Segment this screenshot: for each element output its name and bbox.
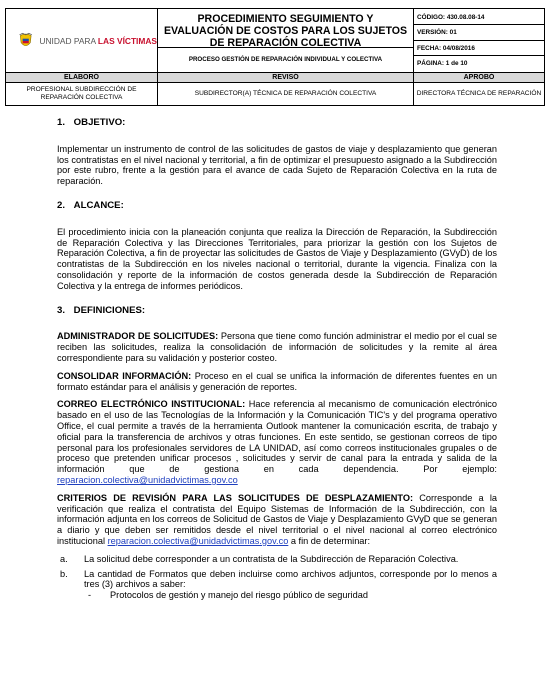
code-field: CÓDIGO: 430.08.08-14: [414, 10, 544, 26]
sub-list-item: - Protocolos de gestión y manejo del riesgo público de seguridad: [88, 590, 368, 601]
reviso-label: REVISÓ: [158, 73, 414, 83]
elaboro-label: ELABORÓ: [6, 73, 158, 83]
title-cell: [158, 9, 414, 73]
aprobo-value: DIRECTORA TÉCNICA DE REPARACIÓN: [414, 83, 545, 106]
version-field: VERSIÓN: 01: [414, 25, 544, 41]
definition-item: ADMINISTRADOR DE SOLICITUDES: Persona que tiene como función administrar el medio por el cual se reciben las solicitudes, realiza la consolidación de información de solicitudes y la remite al área correspondiente para su validación y posterior costeo.: [57, 331, 498, 363]
meta-cell: [414, 9, 545, 73]
process-name: PROCESO GESTIÓN DE REPARACIÓN INDIVIDUAL Y COLECTIVA: [188, 55, 383, 63]
section-heading-alcance: 2. ALCANCE:: [57, 199, 124, 211]
elaboro-value: PROFESIONAL SUBDIRECCIÓN DE REPARACIÓN COLECTIVA: [6, 83, 158, 106]
page-field: PÁGINA: 1 de 10: [417, 60, 468, 67]
definition-item: CONSOLIDAR INFORMACIÓN: Proceso en el cual se unifica la información de diferentes fuentes en un formato estándar para el análisis y generación de reportes.: [57, 370, 497, 392]
logo-cell: [6, 9, 158, 73]
document-title: PROCEDIMIENTO SEGUIMIENTO Y EVALUACIÓN DE COSTOS PARA LOS SUJETOS DE REPARACIÓN COLECTIVA: [158, 11, 413, 48]
alcance-text: El procedimiento inicia con la planeación conjunta que realiza la Dirección de Reparación, la Subdirección de Reparación Colectiva y las Direcciones Territoriales, para priorizar la gestión con los Sujetos de Reparación Colectiva, a fin de proyectar las solicitudes de Gastos de Viaje y Desplazamiento (GVyD) de los contratistas de la Subdirección en los niveles nacional o territorial, durante la vigencia. Finaliza con la consolidación y reporte de la información de costos generada desde la Subdirección de Reparación Colectiva y la entrega de informes periódicos.: [57, 226, 497, 291]
logo-text: UNIDAD PARA LAS VÍCTIMAS: [39, 35, 157, 46]
document-header-table: [5, 8, 545, 106]
aprobo-label: APROBÓ: [414, 73, 545, 83]
colombia-shield-icon: [18, 30, 33, 52]
definition-item: CORREO ELECTRÓNICO INSTITUCIONAL: Hace referencia al mecanismo de comunicación electrónico basado en el uso de las Tecnologías de la Información y la Comunicación TIC's y del programa operativo Office, el cual permite a través de la herramienta Outlook mantener la comunicación escrita, de trabajo y oficial para la transferencia de archivos y otras funciones. En este sentido, se gestionan correos de tipo personal para los profesionales servidores de LA UNIDAD, así como correos institucionales grupales o de proceso que pretenden unificar procesos , solicitudes y servir de canal para la entrada y salida de la información que de gestiona en cada dependencia. Por ejemplo: reparacion.colectiva@unidadvictimas.gov.co: [57, 399, 497, 485]
definition-item: CRITERIOS DE REVISIÓN PARA LAS SOLICITUDES DE DESPLAZAMIENTO: Corresponde a la verificación que realiza el contratista del Equipo Sistemas de Información de la Subdirección, con la información adjunta en los correos de Solicitud de Gastos de Viaje y Desplazamiento GVyD que se generan a diario y que deben ser remitidos desde el nivel territorial o el nivel nacional al correo electrónico institucional reparacion.colectiva@unidadvictimas.gov.co a fin de determinar:: [57, 492, 497, 546]
criteria-list: [57, 554, 497, 601]
reviso-value: SUBDIRECTOR(A) TÉCNICA DE REPARACIÓN COLECTIVA: [158, 83, 414, 106]
email-link[interactable]: reparacion.colectiva@unidadvictimas.gov.co: [57, 474, 238, 485]
section-heading-definiciones: 3. DEFINICIONES:: [57, 304, 146, 316]
unidad-victimas-logo: [6, 30, 157, 52]
date-field: FECHA: 04/08/2016: [414, 41, 544, 57]
objetivo-text: Implementar un instrumento de control de las solicitudes de gastos de viaje y desplazamiento que generan los contratistas en el nivel nacional y territorial, a fin de optimizar el presupuesto asignado a la Subdirección por este rubro, frente a la gestión para el avance de cada Sujeto de Reparación Colectiva en la ruta de reparación.: [57, 143, 497, 187]
list-item: b. La cantidad de Formatos que deben incluirse como archivos adjuntos, corresponde por lo menos a tres (3) archivos a saber:: [60, 568, 497, 590]
document-body: [57, 118, 497, 601]
list-item: a. La solicitud debe corresponder a un contratista de la Subdirección de Reparación Colectiva.: [60, 553, 459, 564]
section-heading-objetivo: 1. OBJETIVO:: [57, 117, 126, 128]
email-link[interactable]: reparacion.colectiva@unidadvictimas.gov.co: [107, 535, 289, 546]
